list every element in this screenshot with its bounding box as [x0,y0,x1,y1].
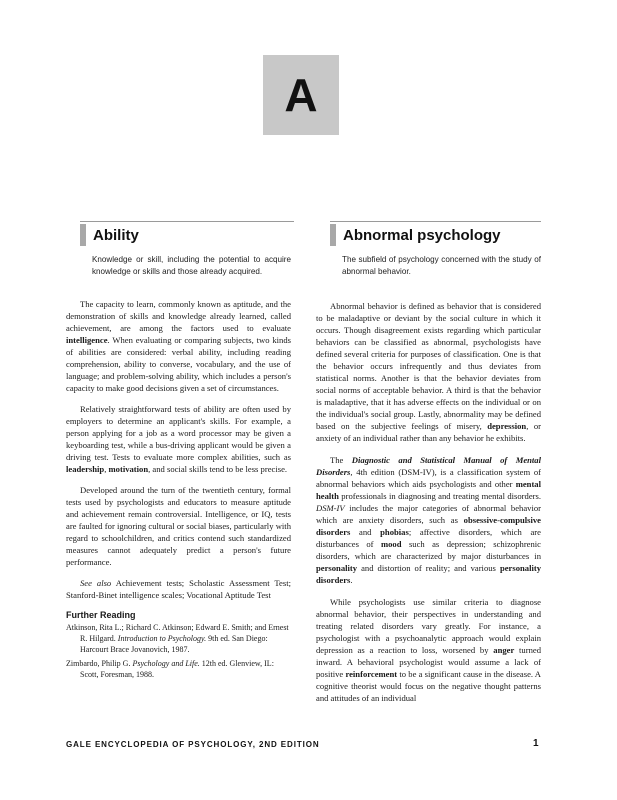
body-paragraph: While psychologists use similar criteria to diagnose abnormal behavior, their perspectives in understanding and treating related disorders vary greatly. For instance, a psychologist with a psychoanalytic approach would explain depression as a reaction to loss, worsened by anger turned inward. A behavioral psychologist would assume a lack of positive reinforcement to be a significant cause in the disease. A cognitive theorist would focus on the negative thought patterns and attitudes of an individual [316,596,542,703]
entry-body [66,298,291,601]
section-letter: A [284,69,318,121]
body-paragraph: Relatively straightforward tests of ability are often used by employers to determine an applicant's skills. For example, a person applying for a job as a word processor may be given a keyboarding test, while a bus-driving applicant would be given a driving test. Tests to evaluate more complex abilities, such as leadership, motivation, and social skills tend to be less precise. [66,403,291,474]
body-paragraph: The capacity to learn, commonly known as aptitude, and the demonstration of skills and knowledge already learned, called achievement, are among the factors used to evaluate intelligence. When evaluating or comparing subjects, two kinds of abilities are considered: verbal ability, including reading comprehension, ability to converse, vocabulary, and the use of language; and problem-solving ability, which includes a person's capacity to make good decisions given a set of circumstances. [66,298,291,393]
entry-title: Ability [93,227,139,244]
heading-bar [330,224,336,246]
entry-title: Abnormal psychology [343,227,501,244]
entry-divider [330,221,541,222]
heading-bar [80,224,86,246]
page-number: 1 [533,738,539,749]
section-letter-box [263,55,339,135]
right-column [316,221,541,714]
left-column [66,221,291,683]
see-also-paragraph: See also Achievement tests; Scholastic Assessment Test; Stanford-Binet intelligence scales; Vocational Aptitude Test [66,577,291,600]
entry-definition: Knowledge or skill, including the potential to acquire knowledge or skills and those already acquired. [92,255,291,276]
body-paragraph: The Diagnostic and Statistical Manual of Mental Disorders, 4th edition (DSM-IV), is a classification system of abnormal behaviors which aids psychologists and other mental health professionals in diagnosing and treating mental disorders. DSM-IV includes the major categories of abnormal behavior which are anxiety disorders, such as obsessive-compulsive disorders and phobias; affective disorders, which are disturbances of mood such as depression; schizophrenic disorders, which are characterized by major disturbances in personality and distortion of reality; and various personality disorders. [316,454,541,585]
reference-item: Atkinson, Rita L.; Richard C. Atkinson; Edward E. Smith; and Ernest R. Hilgard. Introduction to Psychology. 9th ed. San Diego: Harcourt Brace Jovanovich, 1987. [66,622,289,654]
body-paragraph: Abnormal behavior is defined as behavior that is considered to be maladaptive or deviant by the social culture in which it occurs. Though disagreement exists regarding which particular behaviors can be classified as abnormal, psychologists have defined several criteria for purposes of classification. One is that the behavior occurs infrequently and thus deviates from statistical norms. Another is that the behavior deviates from social norms of acceptable behavior. A third is that the behavior is maladaptive, that it has adverse effects on the individual or on the individual's social group. Lastly, abnormality may be defined based on the subjective feelings of misery, depression, or anxiety of an individual rather than any behavior he exhibits. [316,300,541,443]
entry-heading [66,223,291,247]
entry-heading [316,223,541,247]
book-title-footer: GALE ENCYCLOPEDIA OF PSYCHOLOGY, 2ND EDITION [66,740,320,749]
body-paragraph: Developed around the turn of the twentieth century, formal tests used by psychologists and educators to measure aptitude and achievement remain controversial. Intelligence, or IQ, tests are faulted for ignoring cultural or social biases, particularly with regard to schoolchildren, and critics contend such standardized measures cannot adequately predict a person's future performance. [66,484,291,567]
entry-definition: The subfield of psychology concerned with the study of abnormal behavior. [342,255,541,276]
entry-body [316,300,541,704]
entry-divider [80,221,294,222]
reference-item: Zimbardo, Philip G. Psychology and Life. 12th ed. Glenview, IL: Scott, Foresman, 1988. [66,658,274,679]
further-reading-heading: Further Reading [66,609,136,620]
